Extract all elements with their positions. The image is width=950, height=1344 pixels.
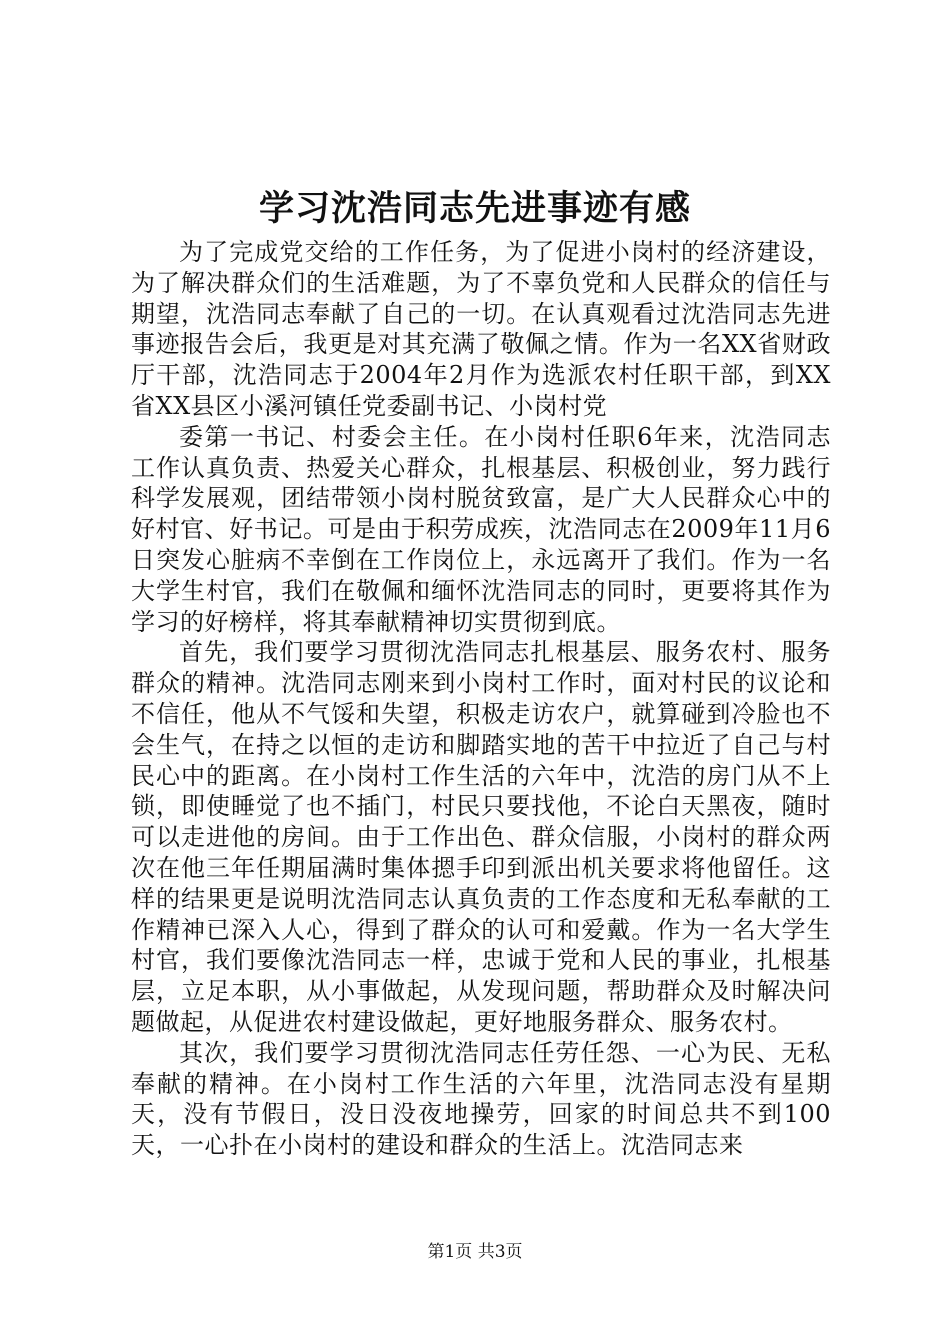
page-title: 学习沈浩同志先进事迹有感 [258, 188, 691, 229]
page-footer: 第1页 共3页 [427, 1242, 523, 1262]
paragraph-1: 为了完成党交给的工作任务，为了促进小岗村的经济建设，为了解决群众们的生活难题，为了不辜负党和人民群众的信任与期望，沈浩同志奉献了自己的一切。在认真观看过沈浩同志先进事迹报告会后，我更是对其充满了敬佩之情。作为一名XX省财政厅干部，沈浩同志于2004年2月作为选派农村任职干部，到XX省XX县区小溪河镇任党委副书记、小岗村党 [131, 238, 831, 420]
document-body [131, 237, 831, 1161]
paragraph-3: 首先，我们要学习贯彻沈浩同志扎根基层、服务农村、服务群众的精神。沈浩同志刚来到小岗村工作时，面对村民的议论和不信任，他从不气馁和失望，积极走访农户，就算碰到冷脸也不会生气，在持之以恒的走访和脚踏实地的苦干中拉近了自己与村民心中的距离。在小岗村工作生活的六年中，沈浩的房门从不上锁，即使睡觉了也不插门，村民只要找他，不论白天黑夜，随时可以走进他的房间。由于工作出色、群众信服，小岗村的群众两次在他三年任期届满时集体摁手印到派出机关要求将他留任。这样的结果更是说明沈浩同志认真负责的工作态度和无私奉献的工作精神已深入人心，得到了群众的认可和爱戴。作为一名大学生村官，我们要像沈浩同志一样，忠诚于党和人民的事业，扎根基层，立足本职，从小事做起，从发现问题，帮助群众及时解决问题做起，从促进农村建设做起，更好地服务群众、服务农村。 [131, 638, 831, 1036]
paragraph-4: 其次，我们要学习贯彻沈浩同志任劳任怨、一心为民、无私奉献的精神。在小岗村工作生活的六年里，沈浩同志没有星期天，没有节假日，没日没夜地操劳，回家的时间总共不到100天，一心扑在小岗村的建设和群众的生活上。沈浩同志来 [131, 1038, 831, 1160]
paragraph-2: 委第一书记、村委会主任。在小岗村任职6年来，沈浩同志工作认真负责、热爱关心群众，扎根基层、积极创业，努力践行科学发展观，团结带领小岗村脱贫致富，是广大人民群众心中的好村官、好书记。可是由于积劳成疾，沈浩同志在2009年11月6日突发心脏病不幸倒在工作岗位上，永远离开了我们。作为一名大学生村官，我们在敬佩和缅怀沈浩同志的同时，更要将其作为学习的好榜样，将其奉献精神切实贯彻到底。 [131, 422, 831, 636]
